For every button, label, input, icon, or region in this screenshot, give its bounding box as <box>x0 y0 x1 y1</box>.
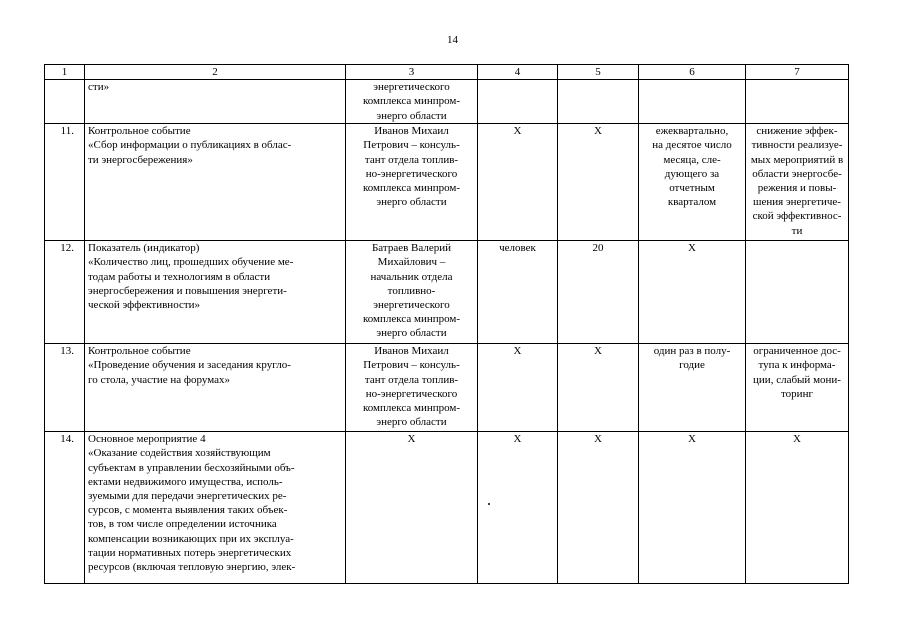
cell-text-line: комплекса минпром- <box>362 313 461 326</box>
cell-text-line: «Оказание содействия хозяйствующим <box>88 447 271 460</box>
cell-text-line: начальник отдела <box>370 270 453 283</box>
cell-text-line: Х <box>513 345 522 358</box>
cell-text-line: тант отдела топлив- <box>364 373 459 386</box>
column-5-cell <box>558 344 639 432</box>
cell-text-line: топливно- <box>387 284 436 297</box>
deadline-cell <box>639 432 746 584</box>
event-name-cell <box>85 344 346 432</box>
table-row <box>45 432 849 584</box>
risk-cell <box>746 432 849 584</box>
column-4-cell <box>478 241 558 344</box>
cell-text-line: Х <box>688 433 696 446</box>
column-5-cell <box>558 432 639 584</box>
cell-text-line: снижение эффек- <box>756 125 838 138</box>
cell-text-line: «Сбор информации о публикациях в облас- <box>88 139 292 152</box>
cell-text-line: ской эффективнос- <box>752 210 842 223</box>
cell-text-line: ческой эффективности» <box>88 299 201 312</box>
event-name-cell <box>85 124 346 241</box>
column-number-3: 3 <box>346 65 478 80</box>
cell-text-line: ти <box>791 224 803 237</box>
column-5-cell <box>558 124 639 241</box>
column-number-4: 4 <box>478 65 558 80</box>
risk-cell <box>746 124 849 241</box>
cell-text-line: Иванов Михаил <box>374 345 449 358</box>
event-name-cell <box>85 80 346 124</box>
column-4-cell <box>478 432 558 584</box>
cell-text-line: сурсов, с момента выявления таких объек- <box>88 504 288 517</box>
cell-text-line: Контрольное событие <box>88 345 191 358</box>
cell-text-line: Х <box>793 433 801 446</box>
cell-text-line: комплекса минпром- <box>362 95 461 108</box>
cell-text-line: энерго области <box>376 327 447 340</box>
cell-text-line: тупа к информа- <box>758 359 836 372</box>
cell-text-line: мых мероприятий в <box>750 153 844 166</box>
responsible-cell <box>346 124 478 241</box>
table-row <box>45 241 849 344</box>
responsible-cell <box>346 80 478 124</box>
column-number-5: 5 <box>558 65 639 80</box>
risk-cell <box>746 80 849 124</box>
responsible-cell <box>346 432 478 584</box>
risk-cell <box>746 241 849 344</box>
risk-cell <box>746 344 849 432</box>
cell-text-line: энерго области <box>376 196 447 209</box>
cell-text-line: Батраев Валерий <box>371 242 452 255</box>
deadline-cell <box>639 344 746 432</box>
cell-text-line: Х <box>594 433 602 446</box>
cell-text-line: ции, слабый мони- <box>753 373 841 386</box>
responsible-cell <box>346 344 478 432</box>
cell-text-line: Х <box>407 433 416 446</box>
cell-text-line: зуемыми для передачи энергетических ре- <box>88 490 287 503</box>
column-number-2: 2 <box>85 65 346 80</box>
row-number: 12. <box>45 241 85 344</box>
cell-text-line: комплекса минпром- <box>362 402 461 415</box>
cell-text-line: ти энергосбережения» <box>88 153 193 166</box>
column-number-1: 1 <box>45 65 85 80</box>
responsible-cell <box>346 241 478 344</box>
column-4-cell <box>478 344 558 432</box>
deadline-cell <box>639 124 746 241</box>
cell-text-line: энерго области <box>376 109 447 122</box>
cell-text-line: но-энергетического <box>365 167 458 180</box>
cell-text-line: Х <box>688 242 696 255</box>
cell-text-line: ектами недвижимого имущества, исполь- <box>88 475 283 488</box>
cell-text-line: сти» <box>88 81 110 94</box>
plan-table-body <box>45 65 849 584</box>
cell-text-line: «Количество лиц, прошедших обучение ме- <box>88 256 294 269</box>
cell-text-line: Х <box>513 433 522 446</box>
stray-dot <box>488 503 490 505</box>
cell-text-line: комплекса минпром- <box>362 182 461 195</box>
column-number-7: 7 <box>746 65 849 80</box>
cell-text-line: Петрович – консуль- <box>363 139 460 152</box>
row-number: 11. <box>45 124 85 241</box>
cell-text-line: Петрович – консуль- <box>363 359 460 372</box>
cell-text-line: Х <box>513 125 522 138</box>
cell-text-line: энергосбережения и повышения энергети- <box>88 284 287 297</box>
cell-text-line: области энергосбе- <box>752 167 842 180</box>
cell-text-line: тации нормативных потерь энергетических <box>88 546 292 559</box>
cell-text-line: энергетического <box>373 81 450 94</box>
page-number: 14 <box>447 34 458 46</box>
cell-text-line: дующего за <box>664 167 720 180</box>
cell-text-line: Х <box>594 125 602 138</box>
cell-text-line: Х <box>594 345 602 358</box>
column-number-6: 6 <box>639 65 746 80</box>
cell-text-line: один раз в полу- <box>653 345 731 358</box>
cell-text-line: ограниченное дос- <box>753 345 841 358</box>
cell-text-line: на десятое число <box>652 139 732 152</box>
column-4-cell <box>478 80 558 124</box>
cell-text-line: энерго области <box>376 416 447 429</box>
cell-text-line: годие <box>679 359 705 372</box>
cell-text-line: шения энергетиче- <box>753 196 841 209</box>
event-name-cell <box>85 241 346 344</box>
event-name-cell <box>85 432 346 584</box>
cell-text-line: го стола, участие на форумах» <box>88 373 231 386</box>
column-5-cell <box>558 80 639 124</box>
column-number-row <box>45 65 849 80</box>
deadline-cell <box>639 80 746 124</box>
cell-text-line: торинг <box>781 387 813 400</box>
cell-text-line: тов, в том числе определении источника <box>88 518 277 531</box>
column-5-cell <box>558 241 639 344</box>
cell-text-line: компенсации возникающих при их эксплуа- <box>88 532 294 545</box>
table-row <box>45 344 849 432</box>
cell-text-line: ресурсов (включая тепловую энергию, элек- <box>88 561 296 574</box>
table-row <box>45 80 849 124</box>
table-row <box>45 124 849 241</box>
deadline-cell <box>639 241 746 344</box>
cell-text-line: тивности реализуе- <box>751 139 843 152</box>
cell-text-line: отчетным <box>669 182 715 195</box>
cell-text-line: ежеквартально, <box>655 125 729 138</box>
cell-text-line: режения и повы- <box>757 182 837 195</box>
cell-text-line: тодам работы и технологиям в области <box>88 270 271 283</box>
cell-text-line: месяца, сле- <box>663 153 721 166</box>
cell-text-line: но-энергетического <box>365 387 458 400</box>
cell-text-line: Иванов Михаил <box>374 125 449 138</box>
row-number <box>45 80 85 124</box>
cell-text-line: человек <box>499 242 536 255</box>
cell-text-line: субъектам в управлении бесхозяйными объ- <box>88 461 295 474</box>
cell-text-line: Контрольное событие <box>88 125 191 138</box>
cell-text-line: «Проведение обучения и заседания кругло- <box>88 359 291 372</box>
cell-text-line: кварталом <box>667 196 717 209</box>
plan-table <box>44 64 849 584</box>
row-number: 13. <box>45 344 85 432</box>
cell-text-line: Основное мероприятие 4 <box>88 433 206 446</box>
column-4-cell <box>478 124 558 241</box>
cell-text-line: 20 <box>592 242 604 255</box>
cell-text-line: тант отдела топлив- <box>364 153 459 166</box>
cell-text-line: энергетического <box>373 299 450 312</box>
row-number: 14. <box>45 432 85 584</box>
cell-text-line: Показатель (индикатор) <box>88 242 200 255</box>
cell-text-line: Михайлович – <box>377 256 446 269</box>
